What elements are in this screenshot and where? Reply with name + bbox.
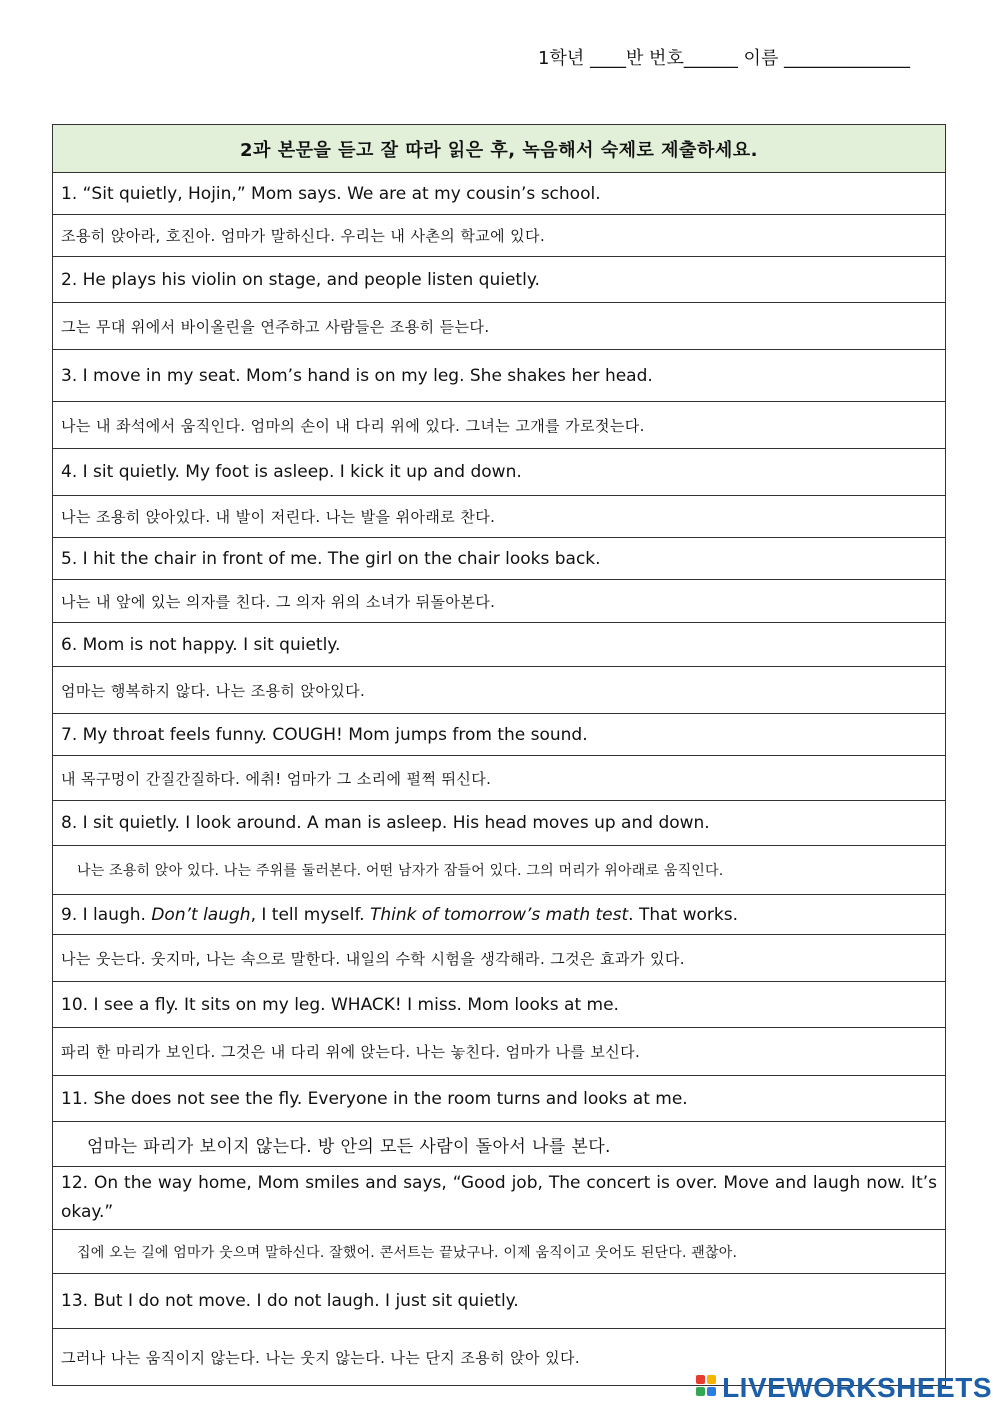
worksheet-table	[52, 124, 946, 1386]
table-row	[53, 1274, 946, 1329]
table-row	[53, 215, 946, 257]
korean-translation-3: 나는 내 좌석에서 움직인다. 엄마의 손이 내 다리 위에 있다. 그녀는 고개를 가로젓는다.	[53, 402, 946, 449]
worksheet-title: 2과 본문을 듣고 잘 따라 읽은 후, 녹음해서 숙제로 제출하세요.	[53, 125, 946, 173]
table-row	[53, 1230, 946, 1274]
english-sentence-2: 2. He plays his violin on stage, and people listen quietly.	[53, 257, 946, 303]
sentence-9-part-3: . That works.	[628, 904, 738, 925]
english-sentence-4: 4. I sit quietly. My foot is asleep. I kick it up and down.	[53, 449, 946, 496]
title-row	[53, 125, 946, 173]
table-row	[53, 538, 946, 580]
table-row	[53, 350, 946, 402]
english-sentence-1: 1. “Sit quietly, Hojin,” Mom says. We are at my cousin’s school.	[53, 173, 946, 215]
table-row	[53, 402, 946, 449]
english-sentence-8: 8. I sit quietly. I look around. A man is asleep. His head moves up and down.	[53, 801, 946, 846]
table-row	[53, 496, 946, 538]
table-row	[53, 173, 946, 215]
table-row	[53, 667, 946, 714]
korean-translation-7: 내 목구멍이 간질간질하다. 에취! 엄마가 그 소리에 펄쩍 뛰신다.	[53, 756, 946, 801]
table-row	[53, 1076, 946, 1122]
table-row	[53, 895, 946, 935]
korean-translation-9: 나는 웃는다. 웃지마, 나는 속으로 말한다. 내일의 수학 시험을 생각해라. 그것은 효과가 있다.	[53, 935, 946, 982]
english-sentence-10: 10. I see a fly. It sits on my leg. WHACK! I miss. Mom looks at me.	[53, 982, 946, 1028]
english-sentence-5: 5. I hit the chair in front of me. The girl on the chair looks back.	[53, 538, 946, 580]
english-sentence-12: 12. On the way home, Mom smiles and says, “Good job, The concert is over. Move and laugh now. It’s okay.”	[53, 1167, 946, 1230]
table-row	[53, 801, 946, 846]
sentence-9-italic-1: Don’t laugh	[151, 904, 251, 925]
table-row	[53, 1028, 946, 1076]
korean-translation-4: 나는 조용히 앉아있다. 내 발이 저린다. 나는 발을 위아래로 찬다.	[53, 496, 946, 538]
korean-translation-13: 그러나 나는 움직이지 않는다. 나는 웃지 않는다. 나는 단지 조용히 앉아 있다.	[53, 1329, 946, 1386]
korean-translation-2: 그는 무대 위에서 바이올린을 연주하고 사람들은 조용히 듣는다.	[53, 303, 946, 350]
table-row	[53, 756, 946, 801]
english-sentence-7: 7. My throat feels funny. COUGH! Mom jumps from the sound.	[53, 714, 946, 756]
table-row	[53, 303, 946, 350]
table-row	[53, 257, 946, 303]
table-row	[53, 449, 946, 496]
liveworksheets-wordmark: LIVEWORKSHEETS	[722, 1372, 992, 1403]
english-sentence-3: 3. I move in my seat. Mom’s hand is on my leg. She shakes her head.	[53, 350, 946, 402]
table-row	[53, 846, 946, 895]
korean-translation-6: 엄마는 행복하지 않다. 나는 조용히 앉아있다.	[53, 667, 946, 714]
korean-translation-1: 조용히 앉아라, 호진아. 엄마가 말하신다. 우리는 내 사촌의 학교에 있다.	[53, 215, 946, 257]
table-row	[53, 623, 946, 667]
liveworksheets-watermark	[696, 1371, 992, 1405]
korean-translation-8: 나는 조용히 앉아 있다. 나는 주위를 둘러본다. 어떤 남자가 잠들어 있다. 그의 머리가 위아래로 움직인다.	[53, 846, 946, 895]
english-sentence-13: 13. But I do not move. I do not laugh. I just sit quietly.	[53, 1274, 946, 1329]
table-row	[53, 714, 946, 756]
table-row	[53, 1167, 946, 1230]
korean-translation-12: 집에 오는 길에 엄마가 웃으며 말하신다. 잘했어. 콘서트는 끝났구나. 이제 움직이고 웃어도 된단다. 괜찮아.	[53, 1230, 946, 1274]
table-row	[53, 935, 946, 982]
korean-translation-10: 파리 한 마리가 보인다. 그것은 내 다리 위에 앉는다. 나는 놓친다. 엄마가 나를 보신다.	[53, 1028, 946, 1076]
student-info-line: 1학년 ____반 번호______ 이름 ______________	[538, 48, 911, 69]
table-row	[53, 580, 946, 623]
sentence-9-part-1: 9. I laugh.	[61, 904, 152, 925]
english-sentence-11: 11. She does not see the fly. Everyone in the room turns and looks at me.	[53, 1076, 946, 1122]
korean-translation-11: 엄마는 파리가 보이지 않는다. 방 안의 모든 사람이 돌아서 나를 본다.	[53, 1122, 946, 1167]
sentence-9-italic-2: Think of tomorrow’s math test	[370, 904, 629, 925]
table-row	[53, 982, 946, 1028]
korean-translation-5: 나는 내 앞에 있는 의자를 친다. 그 의자 위의 소녀가 뒤돌아본다.	[53, 580, 946, 623]
english-sentence-9	[53, 895, 946, 935]
english-sentence-6: 6. Mom is not happy. I sit quietly.	[53, 623, 946, 667]
liveworksheets-logo-icon	[696, 1375, 718, 1401]
sentence-9-part-2: , I tell myself.	[250, 904, 370, 925]
table-row	[53, 1122, 946, 1167]
